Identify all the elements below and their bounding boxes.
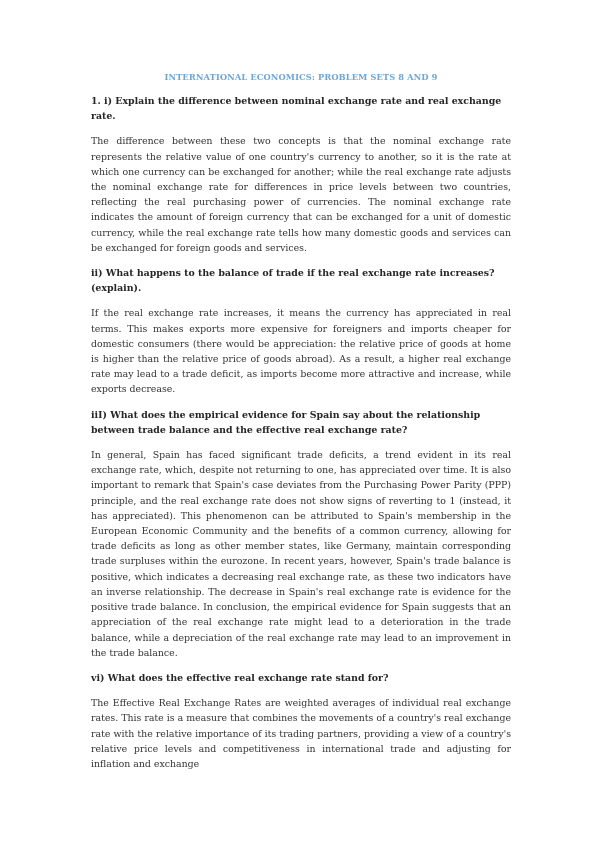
answer-vi: The Effective Real Exchange Rates are weighted averages of individual real exchange rates. This rate is a measure that combines the movements of a country's real exchange rate with the relative importance of its trading partners, providing a view of a country's relative price levels and competitiveness in international trade and adjusting for inflation and exchange: [91, 698, 511, 770]
question-iii: iiI) What does the empirical evidence for Spain say about the relationship between trade balance and the effective real exchange rate?: [91, 409, 481, 436]
question-vi: vi) What does the effective real exchange rate stand for?: [91, 672, 389, 684]
document-title: INTERNATIONAL ECONOMICS: PROBLEM SETS 8 AND 9: [164, 72, 438, 82]
question-ii: ii) What happens to the balance of trade if the real exchange rate increases? (explain).: [91, 268, 495, 295]
answer-iii: In general, Spain has faced significant trade deficits, a trend evident in its real exchange rate, which, despite not returning to one, has appreciated over time. It is also important to remark that Spain's case deviates from the Purchasing Power Parity (PPP) principle, and the real exchange rate does not show signs of reverting to 1 (instead, it has appreciated). This phenomenon can be attributed to Spain's membership in the European Economic Community and the benefits of a common currency, allowing for trade deficits as long as other member states, like Germany, maintain corresponding trade surpluses within the eurozone. In recent years, however, Spain's trade balance is positive, which indicates a decreasing real exchange rate, as these two indicators have an inverse relationship. The decrease in Spain's real exchange rate is evidence for the positive trade balance. In conclusion, the empirical evidence for Spain suggests that an appreciation of the real exchange rate might lead to a deterioration in the trade balance, while a depreciation of the real exchange rate may lead to an improvement in the trade balance.: [91, 450, 511, 659]
answer-1-i: The difference between these two concepts is that the nominal exchange rate represents the relative value of one country's currency to another, so it is the rate at which one currency can be exchanged for another; while the real exchange rate adjusts the nominal exchange rate for differences in price levels between two countries, reflecting the real purchasing power of currencies. The nominal exchange rate indicates the amount of foreign currency that can be exchanged for a unit of domestic currency, while the real exchange rate tells how many domestic goods and services can be exchanged for foreign goods and services.: [91, 136, 511, 254]
question-1-i: 1. i) Explain the difference between nominal exchange rate and real exchange rate.: [91, 96, 502, 123]
answer-ii: If the real exchange rate increases, it means the currency has appreciated in real terms. This makes exports more expensive for foreigners and imports cheaper for domestic consumers (there would be appreciation: the relative price of goods at home is higher than the relative price of goods abroad). As a result, a higher real exchange rate may lead to a trade deficit, as imports become more attractive and increase, while exports decrease.: [91, 308, 511, 396]
